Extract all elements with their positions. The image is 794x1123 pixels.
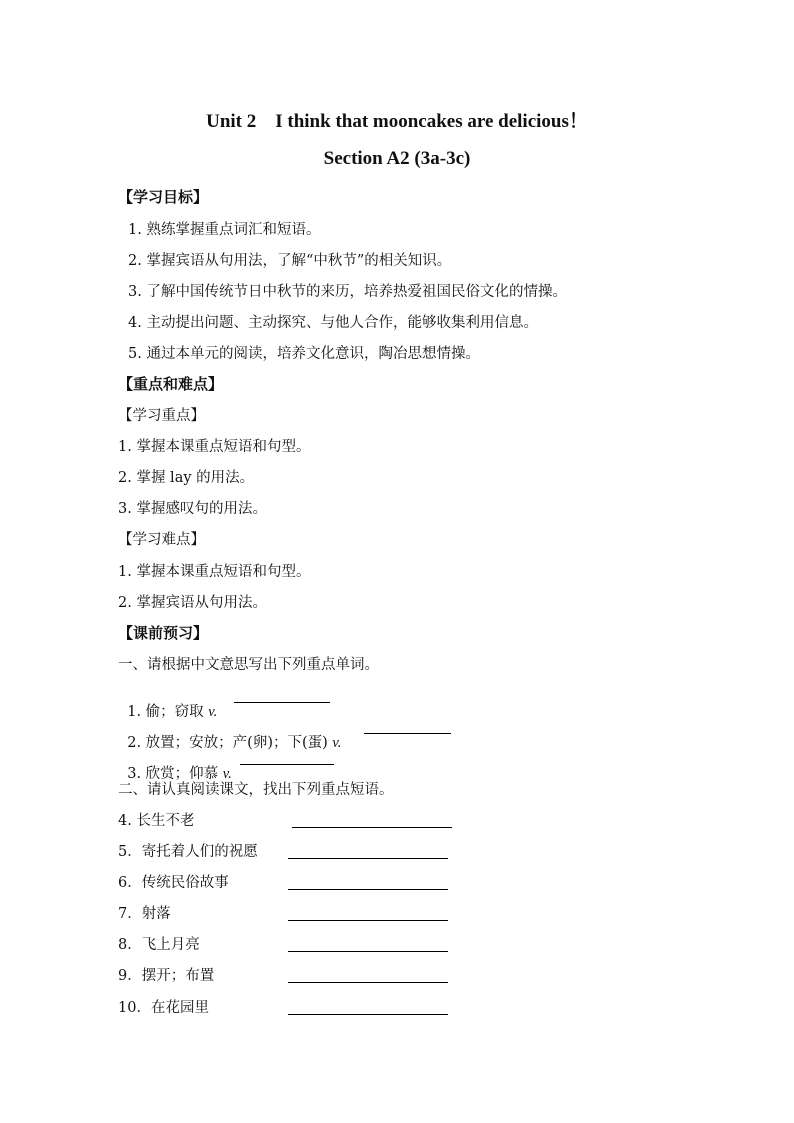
focus-item: 2. 掌握 lay 的用法。 bbox=[118, 470, 255, 486]
objectives-heading: 【学习目标】 bbox=[118, 188, 209, 206]
key-points-heading: 【重点和难点】 bbox=[118, 375, 224, 393]
preview-heading: 【课前预习】 bbox=[118, 624, 209, 642]
phrase-answer-blank[interactable] bbox=[288, 1014, 448, 1015]
phrase-item: 9．摆开；布置 bbox=[118, 968, 215, 984]
phrase-answer-blank[interactable] bbox=[288, 982, 448, 983]
phrase-item: 8．飞上月亮 bbox=[118, 937, 200, 953]
objective-item: 4. 主动提出问题、主动探究、与他人合作，能够收集利用信息。 bbox=[128, 315, 538, 331]
phrase-answer-blank[interactable] bbox=[288, 951, 448, 952]
phrase-answer-blank[interactable] bbox=[288, 889, 448, 890]
word-number: 1. bbox=[127, 704, 142, 720]
objective-item: 2. 掌握宾语从句用法，了解“中秋节”的相关知识。 bbox=[128, 253, 452, 269]
phrase-item: 6．传统民俗故事 bbox=[118, 875, 229, 891]
difficulty-item: 2. 掌握宾语从句用法。 bbox=[118, 595, 267, 611]
focus-item: 1. 掌握本课重点短语和句型。 bbox=[118, 439, 311, 455]
phrase-item: 10．在花园里 bbox=[118, 1000, 209, 1016]
word-pos: v. bbox=[332, 735, 342, 751]
word-answer-blank[interactable] bbox=[234, 702, 330, 703]
word-meaning: 偷；窃取 bbox=[145, 704, 209, 720]
section-subtitle: Section A2 (3a-3c) bbox=[323, 148, 471, 169]
objective-item: 3. 了解中国传统节日中秋节的来历，培养热爱祖国民俗文化的情操。 bbox=[128, 284, 567, 300]
word-number: 3. bbox=[127, 766, 142, 782]
word-number: 2. bbox=[127, 735, 142, 751]
difficulty-heading: 【学习难点】 bbox=[118, 532, 205, 548]
word-answer-blank[interactable] bbox=[364, 733, 451, 734]
focus-heading: 【学习重点】 bbox=[118, 408, 205, 424]
word-pos: v. bbox=[208, 704, 218, 720]
word-meaning: 欣赏；仰慕 bbox=[145, 766, 223, 782]
word-answer-blank[interactable] bbox=[240, 764, 334, 765]
phrase-item: 7．射落 bbox=[118, 906, 171, 922]
word-meaning: 放置；安放；产(卵)；下(蛋) bbox=[145, 735, 333, 751]
word-pos: v. bbox=[222, 766, 232, 782]
phrase-item: 5．寄托着人们的祝愿 bbox=[118, 844, 258, 860]
objective-item: 5. 通过本单元的阅读，培养文化意识，陶冶思想情操。 bbox=[128, 346, 480, 362]
difficulty-item: 1. 掌握本课重点短语和句型。 bbox=[118, 564, 311, 580]
part2-instruction: 二、请认真阅读课文，找出下列重点短语。 bbox=[118, 782, 394, 798]
phrase-item: 4. 长生不老 bbox=[118, 813, 195, 829]
phrase-answer-blank[interactable] bbox=[288, 920, 448, 921]
objective-item: 1. 熟练掌握重点词汇和短语。 bbox=[128, 222, 321, 238]
page-title: Unit 2 I think that mooncakes are delicious！ bbox=[206, 111, 588, 132]
phrase-answer-blank[interactable] bbox=[288, 858, 448, 859]
part1-instruction: 一、请根据中文意思写出下列重点单词。 bbox=[118, 657, 379, 673]
focus-item: 3. 掌握感叹句的用法。 bbox=[118, 501, 267, 517]
phrase-answer-blank[interactable] bbox=[292, 827, 452, 828]
